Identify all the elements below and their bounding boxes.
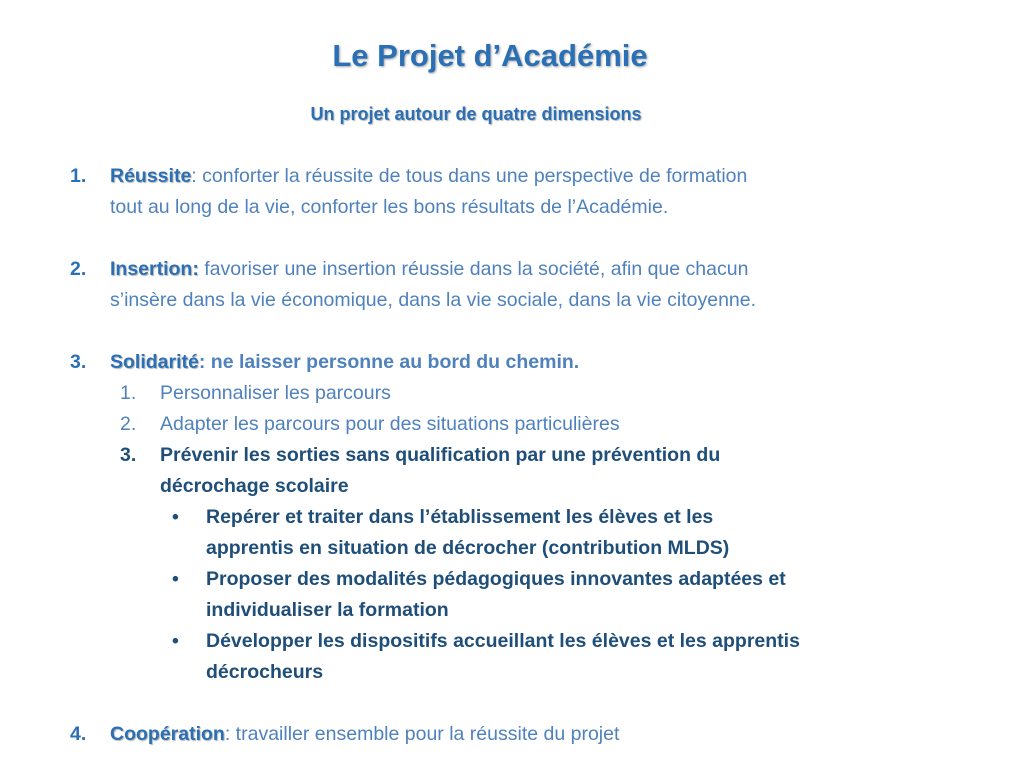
dimensions-list xyxy=(70,161,890,750)
list-item-cooperation xyxy=(70,719,890,750)
bullet-text-line1: Développer les dispositifs accueillant les élèves et les apprentis xyxy=(206,630,800,652)
bullet-icon: • xyxy=(172,506,179,528)
bullet-proposer xyxy=(70,564,890,626)
item-number: 2. xyxy=(70,258,87,280)
list-item-solidarite xyxy=(70,347,890,378)
subitem-number: 1. xyxy=(120,382,137,404)
item-text-line1: ne laisser personne au bord du chemin. xyxy=(205,351,580,373)
bullet-reperer xyxy=(70,502,890,564)
subitem-prevenir xyxy=(70,440,890,502)
item-separator: : xyxy=(191,165,197,187)
item-separator: : xyxy=(198,351,206,373)
bullet-text-line2: apprentis en situation de décrocher (contribution MLDS) xyxy=(206,537,730,559)
item-number: 1. xyxy=(70,165,87,187)
slide-subtitle: Un projet autour de quatre dimensions xyxy=(310,104,642,124)
subitem-number: 3. xyxy=(120,444,137,466)
subitem-text-line2: décrochage scolaire xyxy=(160,475,349,497)
bullet-text-line1: Proposer des modalités pédagogiques innovantes adaptées et xyxy=(206,568,786,590)
list-item-reussite xyxy=(70,161,890,223)
subitem-adapter xyxy=(70,409,890,440)
slide-title: Le Projet d’Académie xyxy=(332,38,648,73)
bullet-text-line1: Repérer et traiter dans l’établissement les élèves et les xyxy=(206,506,714,528)
item-text-line2: s’insère dans la vie économique, dans la vie sociale, dans la vie citoyenne. xyxy=(110,289,757,311)
bullet-text-line2: décrocheurs xyxy=(206,661,324,683)
item-text-line1: conforter la réussite de tous dans une perspective de formation xyxy=(196,165,748,187)
bullet-text-line2: individualiser la formation xyxy=(206,599,449,621)
item-text-line2: tout au long de la vie, conforter les bons résultats de l’Académie. xyxy=(110,196,669,218)
subitem-text: Adapter les parcours pour des situations particulières xyxy=(160,413,620,435)
item-number: 4. xyxy=(70,723,87,745)
subitem-personnaliser xyxy=(70,378,890,409)
subitem-text: Personnaliser les parcours xyxy=(160,382,391,404)
item-text-line1: travailler ensemble pour la réussite du projet xyxy=(230,723,620,745)
item-keyword: Coopération xyxy=(110,723,225,745)
item-text-line1: favoriser une insertion réussie dans la société, afin que chacun xyxy=(198,258,749,280)
bullet-icon: • xyxy=(172,630,179,652)
bullet-developper xyxy=(70,626,890,688)
subitem-number: 2. xyxy=(120,413,137,435)
list-item-insertion xyxy=(70,254,890,316)
item-keyword: Insertion: xyxy=(110,258,199,280)
bullet-icon: • xyxy=(172,568,179,590)
subitem-text-line1: Prévenir les sorties sans qualification par une prévention du xyxy=(160,444,721,466)
item-keyword: Solidarité xyxy=(110,351,199,373)
item-keyword: Réussite xyxy=(110,165,192,187)
item-separator: : xyxy=(224,723,231,745)
item-number: 3. xyxy=(70,351,87,373)
